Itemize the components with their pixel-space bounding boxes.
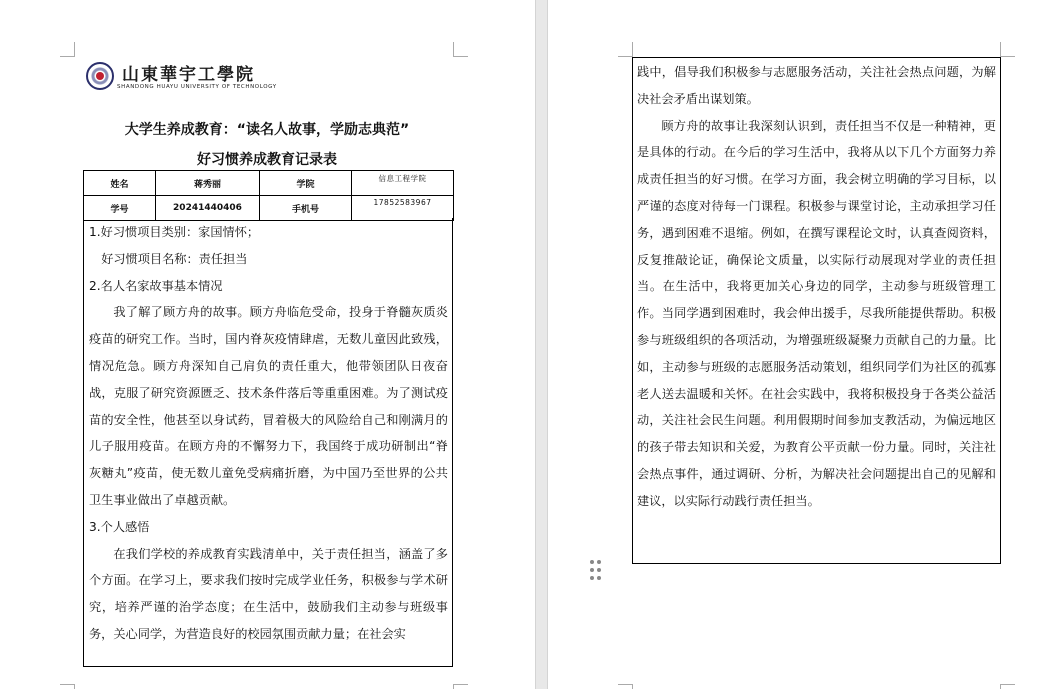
reflection-paragraph-2: 顾方舟的故事让我深刻认识到，责任担当不仅是一种精神，更是具体的行动。在今后的学习生活中，我将从以下几个方面努力养成责任担当的好习惯。在学习方面，我会树立明确的学习目标，以严谨的态度对待每一门课程。积极参与课堂讨论，主动承担学习任务，遇到困难不退缩。例如，在撰写课程论文时，认真查阅资料，反复推敲论证，确保论文质量，以实际行动展现对学业的责任担当。在生活中，我将更加关心身边的同学，主动参与班级管理工作。当同学遇到困难时，我会伸出援手，尽我所能提供帮助。积极参与班级组织的各项活动，为增强班级凝聚力贡献自己的力量。比如，主动参与班级的志愿服务活动策划，组织同学们为社区的孤寡老人送去温暖和关怀。在社会实践中，我将积极投身于各类公益活动，关注社会民生问题。利用假期时间参加支教活动，为偏远地区的孩子带去知识和关爱，为教育公平贡献一份力量。同时，关注社会热点事件，通过调研、分析，为解决社会问题提出自己的见解和建议，以实际行动践行责任担当。 <box>637 118 996 508</box>
name-label: 姓名 <box>84 171 156 196</box>
logo-chinese-name: 山東華宇工學院 <box>122 65 255 85</box>
crop-mark <box>618 684 633 689</box>
student-info-table <box>83 170 454 221</box>
college-label: 学院 <box>260 171 352 196</box>
page-gutter <box>535 0 548 689</box>
crop-mark <box>453 684 468 689</box>
crop-mark <box>453 42 468 57</box>
section-heading-reflection: 3.个人感悟 <box>89 519 150 534</box>
document-page-right <box>548 0 1046 689</box>
habit-category: 1.好习惯项目类别：家国情怀； <box>89 225 260 239</box>
record-content-continued <box>633 58 1000 515</box>
record-box-right <box>632 57 1001 564</box>
crop-mark <box>1000 42 1015 57</box>
crop-mark <box>60 684 75 689</box>
reflection-paragraph-1-continued: 践中，倡导我们积极参与志愿服务活动，关注社会热点问题，为解决社会矛盾出谋划策。 <box>637 65 996 106</box>
phone-value: 17852583967 <box>352 196 454 221</box>
student-id-value: 20241440406 <box>156 196 260 221</box>
table-row <box>84 196 454 221</box>
record-box-left <box>83 218 453 667</box>
record-content <box>84 218 452 648</box>
student-id-label: 学号 <box>84 196 156 221</box>
document-title: 大学生养成教育：“读名人故事，学励志典范” <box>124 122 410 138</box>
document-subtitle: 好习惯养成教育记录表 <box>197 152 337 168</box>
college-value: 信息工程学院 <box>352 171 454 196</box>
crop-mark <box>1000 684 1015 689</box>
logo-english-name: SHANDONG HUAYU UNIVERSITY OF TECHNOLOGY <box>117 84 277 90</box>
crop-mark <box>618 42 633 57</box>
habit-item-name: 好习惯项目名称：责任担当 <box>101 251 248 266</box>
phone-label: 手机号 <box>260 196 352 221</box>
name-value: 蒋秀丽 <box>156 171 260 196</box>
story-paragraph: 我了解了顾方舟的故事。顾方舟临危受命，投身于脊髓灰质炎疫苗的研究工作。当时，国内脊灰疫情肆虐，无数儿童因此致残，情况危急。顾方舟深知自己肩负的责任重大，他带领团队日夜奋战，克服了研究资源匮乏、技术条件落后等重重困难。为了测试疫苗的安全性，他甚至以身试药，冒着极大的风险给自己和刚满月的儿子服用疫苗。在顾方舟的不懈努力下，我国终于成功研制出“脊灰糖丸”疫苗，使无数儿童免受病痛折磨，为中国乃至世界的公共卫生事业做出了卓越贡献。 <box>89 305 448 507</box>
crop-mark <box>60 42 75 57</box>
reflection-paragraph-1: 在我们学校的养成教育实践清单中，关于责任担当，涵盖了多个方面。在学习上，要求我们按时完成学业任务，积极参与学术研究，培养严谨的治学态度；在生活中，鼓励我们主动参与班级事务，关心同学，为营造良好的校园氛围贡献力量；在社会实 <box>89 546 448 641</box>
university-seal-icon <box>86 62 114 90</box>
table-row <box>84 171 454 196</box>
university-logo <box>86 60 286 96</box>
drag-handle-icon[interactable] <box>590 560 602 582</box>
section-heading-story: 2.名人名家故事基本情况 <box>89 278 223 293</box>
